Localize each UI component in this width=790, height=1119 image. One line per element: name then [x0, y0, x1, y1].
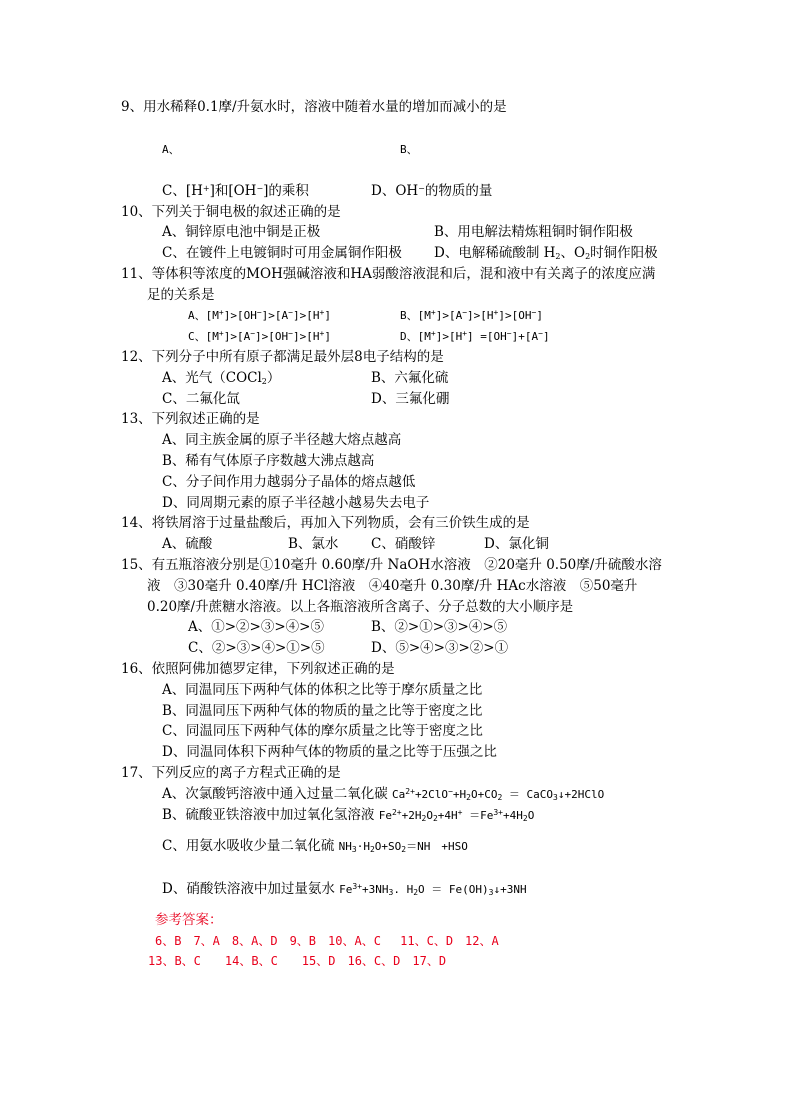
q13-option-a: A、同主族金属的原子半径越大熔点越高: [162, 432, 402, 448]
q13-option-b: B、稀有气体原子序数越大沸点越高: [162, 453, 375, 469]
q10-option-b: B、用电解法精炼粗铜时铜作阳极: [434, 224, 633, 240]
q14-option-c: C、硝酸锌: [371, 536, 436, 552]
q13-option-d: D、同周期元素的原子半径越小越易失去电子: [162, 495, 430, 511]
q12-stem: 12、下列分子中所有原子都满足最外层8电子结构的是: [121, 349, 444, 365]
q16-option-a: A、同温同压下两种气体的体积之比等于摩尔质量之比: [162, 682, 483, 698]
q14-option-a: A、硫酸: [162, 536, 213, 552]
q12-option-a: A、光气（COCl$_2$）: [162, 370, 281, 386]
q15-option-a: A、①>②>③>④>⑤: [188, 619, 324, 635]
q15-stem-line1: 15、有五瓶溶液分别是①10毫升 0.60摩/升 NaOH水溶液 ②20毫升 0.50摩/升硫酸水溶: [121, 557, 662, 573]
q9-option-c: C、[H+]和[OH−]的乘积: [162, 183, 309, 199]
q12-option-c: C、二氟化氙: [162, 391, 240, 407]
q15-stem-line3: 0.20摩/升蔗糖水溶液。以上各瓶溶液所含离子、分子总数的大小顺序是: [147, 599, 574, 615]
q17-option-c: C、用氨水吸收少量二氧化硫 $NH_3\cdot H_2O+SO_2=NH$ +HSO: [162, 838, 468, 854]
q10-option-d: D、电解稀硫酸制 $H_2$、$O_2$时铜作阳极: [434, 245, 658, 261]
q14-option-b: B、氯水: [288, 536, 339, 552]
q9-option-a: A、: [162, 143, 180, 156]
q15-stem-line2: 液 ③30毫升 0.40摩/升 HCl溶液 ④40毫升 0.30摩/升 HAc水溶液 ⑤50毫升: [147, 578, 638, 594]
q16-option-b: B、同温同压下两种气体的物质的量之比等于密度之比: [162, 703, 483, 719]
q16-stem: 16、依照阿佛加德罗定律，下列叙述正确的是: [121, 661, 395, 677]
q9-option-d: D、OH−的物质的量: [371, 183, 493, 199]
q10-option-a: A、铜锌原电池中铜是正极: [162, 224, 321, 240]
q11-option-d: D、[M+]>[H+] =[OH−]+[A−]: [400, 329, 550, 343]
q9-stem: 9、用水稀释0.1摩/升氨水时，溶液中随着水量的增加而减小的是: [121, 99, 507, 115]
q17-option-d-formula: $Fe^{3+}+3NH_3$. $H_2O$ ＝ $Fe(OH)_3↓+3NH$: [339, 882, 527, 897]
q17-option-a: A、次氯酸钙溶液中通入过量二氧化碳 $Ca^{2+}+2ClO^-+H_2O+CO_2$ ＝ CaCO$_3$↓+2HClO: [162, 786, 605, 802]
q17-option-c-formula: $NH_3\cdot H_2O+SO_2=NH$ +HSO: [338, 840, 468, 854]
q17-option-b: B、硫酸亚铁溶液中加过氧化氢溶液 $Fe^{2+}+2H_2O_2+4H^+ =Fe^{3+}+4H_2O$: [162, 807, 535, 823]
q11-option-a: A、[M+]>[OH−]>[A−]>[H+]: [188, 308, 331, 322]
q11-option-b: B、[M+]>[A−]>[H+]>[OH−]: [400, 308, 543, 322]
answers-line2: 13、B、C 14、B、C 15、D 16、C、D 17、D: [148, 954, 447, 968]
q15-option-d: D、⑤>④>③>②>①: [371, 640, 509, 656]
q13-option-c: C、分子间作用力越弱分子晶体的熔点越低: [162, 474, 416, 490]
answers-line1: 6、B 7、A 8、A、D 9、B 10、A、C 11、C、D 12、A: [155, 934, 499, 948]
q16-option-d: D、同温同体积下两种气体的物质的量之比等于压强之比: [162, 744, 497, 760]
q11-option-c: C、[M+]>[A−]>[OH−]>[H+]: [188, 329, 331, 343]
q12-option-d: D、三氟化硼: [371, 391, 450, 407]
q17-option-d: D、硝酸铁溶液中加过量氨水 $Fe^{3+}+3NH_3$. $H_2O$ ＝ $Fe(OH)_3↓+3NH$: [162, 881, 527, 897]
q16-option-c: C、同温同压下两种气体的摩尔质量之比等于密度之比: [162, 723, 483, 739]
q10-option-c: C、在镀件上电镀铜时可用金属铜作阳极: [162, 245, 402, 261]
q14-option-d: D、氯化铜: [484, 536, 549, 552]
q17-stem: 17、下列反应的离子方程式正确的是: [121, 765, 341, 781]
q11-stem-line2: 足的关系是: [147, 287, 215, 303]
q17-option-a-formula: $Ca^{2+}+2ClO^-+H_2O+CO_2$ ＝ CaCO$_3$↓+2HClO: [392, 787, 605, 802]
q11-stem-line1: 11、等体积等浓度的MOH强碱溶液和HA弱酸溶液混和后，混和液中有关离子的浓度应满: [121, 266, 656, 282]
q13-stem: 13、下列叙述正确的是: [121, 411, 260, 427]
q12-option-b: B、六氟化硫: [371, 370, 449, 386]
q17-option-b-formula: $Fe^{2+}+2H_2O_2+4H^+ =Fe^{3+}+4H_2O$: [378, 808, 535, 823]
answers-title: 参考答案：: [155, 912, 223, 928]
q15-option-c: C、②>③>④>①>⑤: [188, 640, 325, 656]
q10-stem: 10、下列关于铜电极的叙述正确的是: [121, 204, 341, 220]
q15-option-b: B、②>①>③>④>⑤: [371, 619, 508, 635]
q9-option-b: B、: [400, 143, 418, 156]
q14-stem: 14、将铁屑溶于过量盐酸后，再加入下列物质，会有三价铁生成的是: [121, 515, 530, 531]
